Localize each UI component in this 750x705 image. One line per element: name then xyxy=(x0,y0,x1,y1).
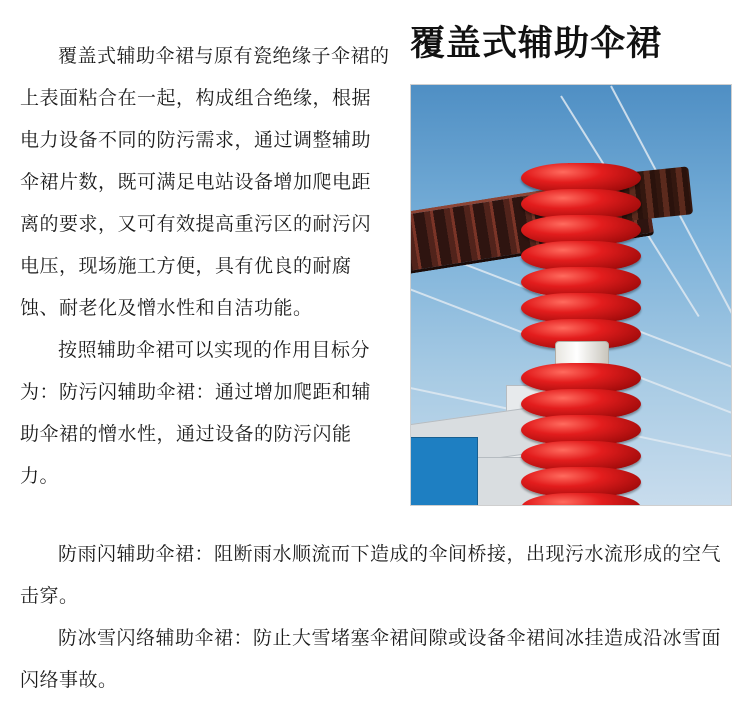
product-photo xyxy=(410,84,732,506)
paragraph: 防雨闪辅助伞裙：阻断雨水顺流而下造成的伞间桥接，出现污水流形成的空气击穿。 xyxy=(20,544,722,607)
paragraph: 覆盖式辅助伞裙与原有瓷绝缘子伞裙的上表面粘合在一起，构成组合绝缘，根据电力设备不同的防污需求，通过调整辅助伞裙片数，既可满足电站设备增加爬电距离的要求，又可有效提高重污区的耐污闪电压，现场施工方便，具有优良的耐腐蚀、耐老化及憎水性和自洁功能。 xyxy=(20,46,390,319)
left-text-column xyxy=(20,36,390,498)
insulator-shed xyxy=(521,493,641,506)
paragraph: 防冰雪闪络辅助伞裙：防止大雪堵塞伞裙间隙或设备伞裙间冰挂造成沿冰雪面闪络事故。 xyxy=(20,628,722,691)
bottom-text-block xyxy=(20,534,730,702)
paragraph: 按照辅助伞裙可以实现的作用目标分为：防污闪辅助伞裙：通过增加爬距和辅助伞裙的憎水性，通过设备的防污闪能力。 xyxy=(20,340,372,487)
blue-equipment-box xyxy=(410,437,478,506)
red-insulator-column xyxy=(521,163,641,506)
page-title: 覆盖式辅助伞裙 xyxy=(410,24,663,63)
